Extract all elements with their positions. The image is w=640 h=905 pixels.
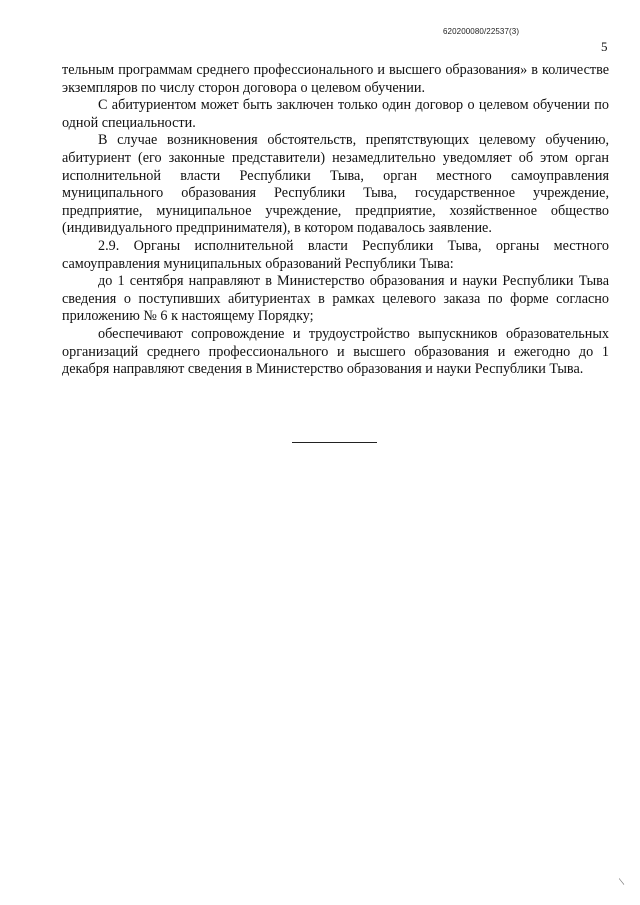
paragraph-september-deadline: до 1 сентября направляют в Министерство образования и науки Республики Тыва сведения о поступивших абитуриентах в рамках целевого заказа по форме согласно приложению № 6 к настоящему Порядку; — [62, 273, 609, 325]
scan-mark: ⁄ — [617, 879, 628, 885]
paragraph-continuation: тельным программам среднего профессионального и высшего образования» в количестве экземпляров по числу сторон договора о целевом обучении. — [62, 62, 609, 96]
paragraph-december-deadline: обеспечивают сопровождение и трудоустройство выпускников образовательных организаций среднего профессионального и высшего образования и ежегодно до 1 декабря направляют сведения в Министерство образования и науки Республики Тыва. — [62, 325, 609, 378]
document-code: 620200080/22537(3) — [443, 27, 520, 36]
document-body — [62, 62, 609, 379]
paragraph-circumstances: В случае возникновения обстоятельств, препятствующих целевому обучению, абитуриент (его законные представители) незамедлительно уведомляет об этом орган исполнительной власти Республики Тыва, орган местного самоуправления муниципального образования Республики Тыва, государственное учреждение, предприятие, муниципальное учреждение, предприятие, хозяйственное общество (индивидуального предпринимателя), в котором подавалось заявление. — [62, 132, 609, 237]
paragraph-section-2-9: 2.9. Органы исполнительной власти Республики Тыва, органы местного самоуправления муниципальных образований Республики Тыва: — [62, 237, 609, 272]
end-separator-line — [292, 442, 377, 443]
page-number: 5 — [601, 39, 608, 54]
paragraph-single-contract: С абитуриентом может быть заключен только один договор о целевом обучении по одной специальности. — [62, 97, 609, 131]
